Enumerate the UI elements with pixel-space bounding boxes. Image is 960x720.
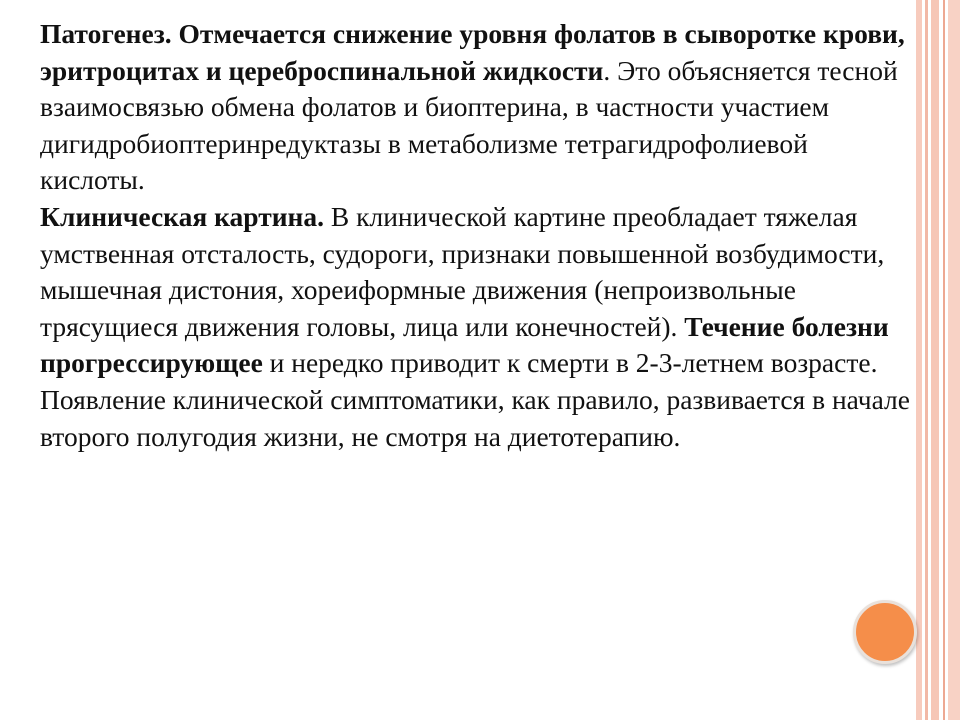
slide-body (40, 16, 910, 455)
decorative-border (916, 0, 960, 720)
pathogenesis-heading: Патогенез. (40, 18, 172, 49)
border-stripe (948, 0, 960, 720)
border-stripe (931, 0, 939, 720)
clinical-paragraph (40, 199, 910, 455)
course-statement: Течение болезни прогрессирующее (40, 310, 889, 379)
clinical-text: В клинической картине преобладает тяжелая умственная отсталость, судороги, признаки повышенной возбудимости, мышечная дистония, хореиформные движения (непроизвольные трясущиеся движения головы, лица или конечностей). (40, 200, 885, 342)
border-stripe (943, 0, 945, 720)
decorative-circle (853, 600, 917, 664)
clinical-heading: Клиническая картина. (40, 200, 325, 232)
pathogenesis-statement: Отмечается снижение уровня фолатов в сыворотке крови, эритроцитах и цереброспинальной жидкости (40, 18, 905, 86)
border-stripe (916, 0, 922, 720)
pathogenesis-paragraph (40, 16, 910, 199)
pathogenesis-text: . Это объясняется тесной взаимосвязью обмена фолатов и биоптерина, в частности участием дигидробиоптеринредуктазы в метаболизме тетрагидрофолиевой кислоты. (40, 54, 898, 196)
border-stripe (925, 0, 928, 720)
course-text: и нередко приводит к смерти в 2-3-летнем возрасте. Появление клинической симптоматики, как правило, развивается в начале второго полугодия жизни, не смотря на диетотерапию. (40, 347, 910, 452)
